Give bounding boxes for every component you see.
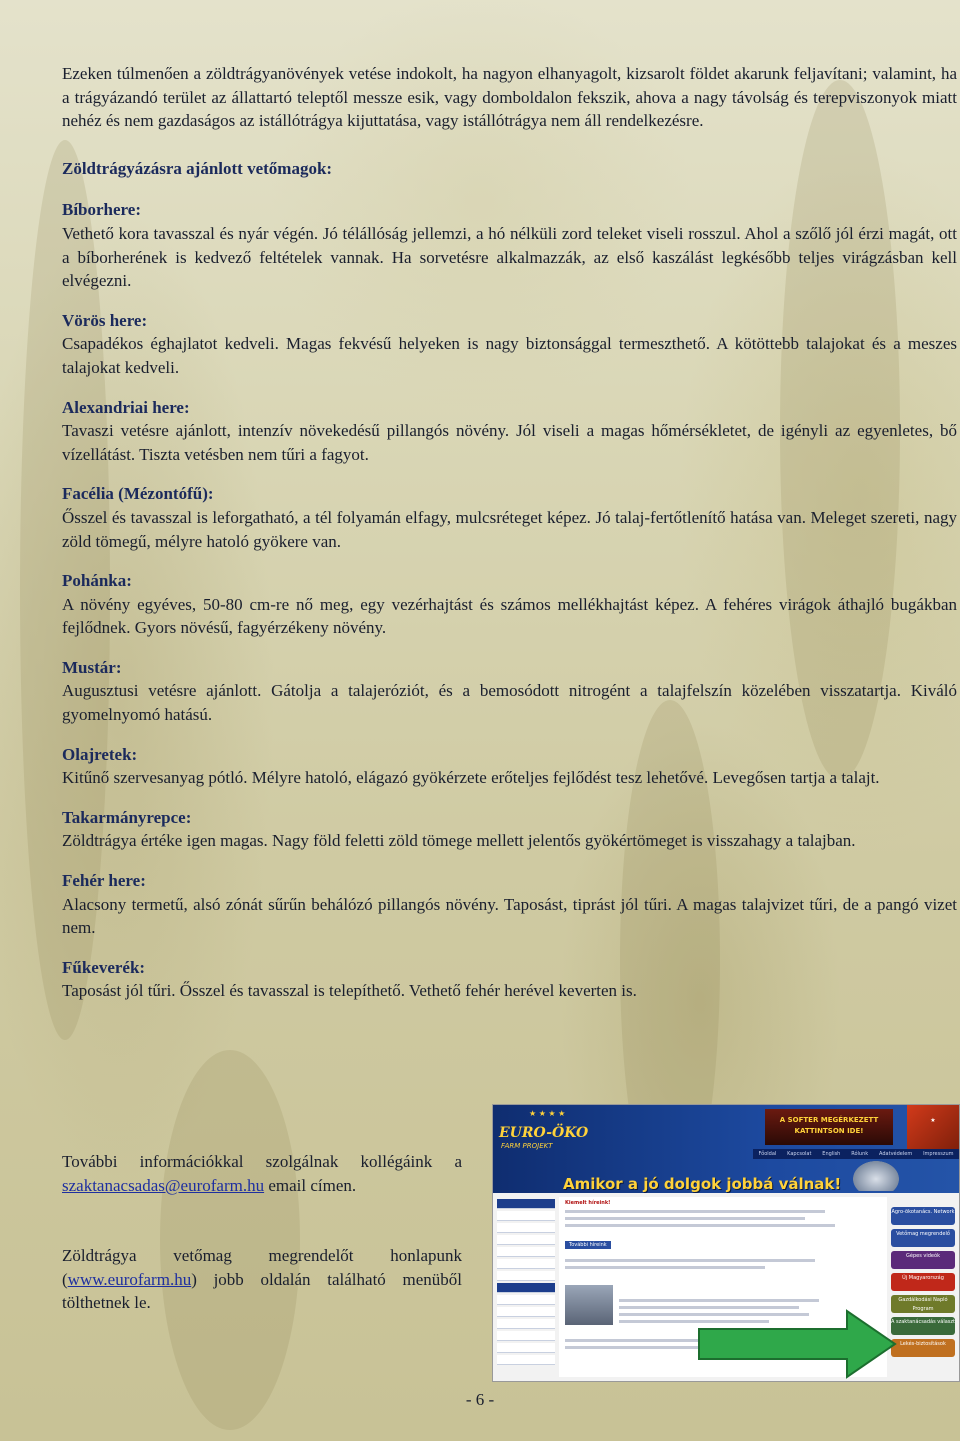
- menu-item[interactable]: Kapcsolat: [787, 1151, 812, 1157]
- right-button[interactable]: A szaktanácsadás választ: [891, 1317, 955, 1335]
- menu-item[interactable]: Főoldal: [758, 1151, 777, 1157]
- site-menu: [753, 1149, 959, 1159]
- section-text: Tavaszi vetésre ajánlott, intenzív növekedésű pillangós növény. Jól viseli a magas hőmérsékletet, de igényli az egyenletes, bő vízellátást. Tiszta vetésben nem tűri a fagyot.: [62, 421, 957, 464]
- nav-item[interactable]: [497, 1247, 555, 1257]
- document-body: [62, 62, 957, 1019]
- right-button[interactable]: Új Magyarország: [891, 1273, 955, 1291]
- section-heading: Takarmányrepce:: [62, 807, 192, 827]
- email-link[interactable]: szaktanacsadas@eurofarm.hu: [62, 1175, 265, 1195]
- section-heading: Olajretek:: [62, 744, 138, 764]
- order-info: [62, 1244, 462, 1315]
- order-prefix: Zöldtrágya vetőmag megrendelőt honlapunk (: [62, 1246, 462, 1289]
- section-heading: Mustár:: [62, 657, 122, 677]
- section-text: Taposást jól tűri. Ősszel és tavasszal is telepíthető. Vethető fehér herével keverten is.: [62, 981, 637, 1001]
- section-fukeverek: [62, 956, 957, 1003]
- section-mustar: [62, 656, 957, 727]
- menu-item[interactable]: Adatvédelem: [879, 1151, 913, 1157]
- contact-prefix: További információkkal szolgálnak kollégáink a: [62, 1152, 462, 1171]
- right-button[interactable]: Gépes videók: [891, 1251, 955, 1269]
- car-image: [853, 1161, 899, 1191]
- section-text: Csapadékos éghajlatot kedveli. Magas fekvésű helyeken is nagy biztonsággal termeszthető. A kötöttebb talajokat és a meszes talajokat kedveli.: [62, 334, 957, 377]
- section-text: A növény egyéves, 50-80 cm-re nő meg, egy vezérhajtást és számos mellékhajtást képez. A fehéres virágok áthajló bugákban fejlődnek. Gyors növésű, fagyérzékeny növény.: [62, 594, 957, 638]
- site-left-nav: [497, 1199, 555, 1367]
- nav-item[interactable]: [497, 1355, 555, 1365]
- section-alexandriai-here: [62, 396, 957, 467]
- section-heading: Fehér here:: [62, 871, 146, 891]
- website-screenshot: [492, 1104, 960, 1382]
- section-text: Zöldtrágya értéke igen magas. Nagy föld feletti zöld tömege mellett jelentős gyökértömeget is visszahagy a talajban.: [62, 831, 856, 851]
- section-feher-here: [62, 869, 957, 940]
- right-button[interactable]: Gazdálkodási Napló Program: [891, 1295, 955, 1313]
- right-button[interactable]: Lekés-biztosítások: [891, 1339, 955, 1357]
- nav-item[interactable]: [497, 1331, 555, 1341]
- right-button[interactable]: Vetőmag megrendelő: [891, 1229, 955, 1247]
- nav-item[interactable]: [497, 1283, 555, 1293]
- section-text: Augusztusi vetésre ajánlott. Gátolja a talajeróziót, és a bemosódott nitrogént a talajfelszín közelében visszatartja. Kiváló gyomelnyomó hatású.: [62, 681, 957, 725]
- main-heading: Zöldtrágyázásra ajánlott vetőmagok:: [62, 158, 333, 178]
- section-pohanka: [62, 569, 957, 640]
- eu-stars-icon: ★ ★ ★ ★: [529, 1109, 566, 1118]
- section-takarmanyrepce: [62, 806, 957, 853]
- section-heading: Fűkeverék:: [62, 957, 146, 977]
- site-header: [493, 1105, 959, 1193]
- news-title: Kiemelt híreink!: [565, 1200, 611, 1206]
- corner-badge: ★: [907, 1105, 959, 1155]
- promo-banner[interactable]: A SOFTER MEGÉRKEZETT KATTINTSON IDE!: [765, 1109, 893, 1145]
- background-grain-stalk: [160, 1050, 300, 1430]
- site-logo: EURO-ÖKO: [499, 1125, 589, 1141]
- nav-item[interactable]: [497, 1259, 555, 1269]
- section-text: Alacsony termetű, alsó zónát sűrűn behálózó pillangós növény. Taposást, tiprást jól tűri. A magas talajvizet tűri, de a pangó vizet nem.: [62, 894, 957, 938]
- section-biborhere: [62, 198, 957, 292]
- contact-info: [62, 1150, 462, 1197]
- menu-item[interactable]: English: [822, 1151, 841, 1157]
- contact-suffix: email címen.: [268, 1175, 357, 1195]
- section-heading: Pohánka:: [62, 571, 132, 591]
- nav-item[interactable]: [497, 1199, 555, 1209]
- section-facelia: [62, 482, 957, 553]
- site-logo-subtitle: FARM PROJEKT: [501, 1142, 553, 1150]
- section-text: Ősszel és tavasszal is leforgatható, a tél folyamán elfagy, mulcsréteget képez. Jó talaj-fertőtlenítő hatása van. Meleget szereti, nagy zöld tömegű, mélyre hatoló gyökere van.: [62, 507, 957, 551]
- section-text: Vethető kora tavasszal és nyár végén. Jó télállóság jellemzi, a hó nélküli zord teleket viseli rosszul. Ahol a szőlő jól érzi magát, ott a bíborherének is kedvező feltételek vannak. Ha sorvetésre alkalmazzák, az első kaszálást legkésőbb teljes virágzásban kell elvégezni.: [62, 223, 957, 291]
- menu-item[interactable]: Rólunk: [851, 1151, 869, 1157]
- nav-item[interactable]: [497, 1223, 555, 1233]
- section-olajretek: [62, 743, 957, 790]
- nav-item[interactable]: [497, 1343, 555, 1353]
- site-body: [493, 1193, 959, 1381]
- section-heading: Bíborhere:: [62, 200, 142, 220]
- section-text: Kitűnő szervesanyag pótló. Mélyre hatoló, elágazó gyökérzete erőteljes fejlődést tesz lehetővé. Levegősen tartja a talajt.: [62, 768, 880, 788]
- more-news-button[interactable]: További híreink: [565, 1241, 611, 1249]
- section-voros-here: [62, 309, 957, 380]
- website-link[interactable]: www.eurofarm.hu: [67, 1269, 192, 1289]
- nav-item[interactable]: [497, 1319, 555, 1329]
- site-slogan: Amikor a jó dolgok jobbá válnak!: [563, 1175, 842, 1193]
- nav-item[interactable]: [497, 1295, 555, 1305]
- nav-item[interactable]: [497, 1271, 555, 1281]
- site-right-column: [891, 1197, 955, 1361]
- green-arrow-icon: [697, 1309, 897, 1379]
- section-heading: Alexandriai here:: [62, 397, 190, 417]
- menu-item[interactable]: Impresszum: [923, 1151, 954, 1157]
- page-number: - 6 -: [465, 1390, 495, 1409]
- order-suffix: ) jobb oldalán található menüből tölthetnek le.: [62, 1269, 462, 1313]
- news-thumbnail: [565, 1285, 613, 1325]
- nav-item[interactable]: [497, 1307, 555, 1317]
- section-heading: Facélia (Mézontófű):: [62, 484, 214, 504]
- right-button[interactable]: Agro-ökotanács. Network: [891, 1207, 955, 1225]
- section-heading: Vörös here:: [62, 310, 148, 330]
- intro-paragraph: Ezeken túlmenően a zöldtrágyanövények vetése indokolt, ha nagyon elhanyagolt, kizsarolt földet akarunk feljavítani; valamint, ha a trágyázandó terület az állattartó teleptől messze esik, vagy domboldalon fekszik, ahova a nagy távolság és terepviszonyok miatt nehéz és nem gazdaságos az istállótrágya kijuttatása, vagy istállótrágya nem áll rendelkezésre.: [62, 64, 957, 131]
- nav-item[interactable]: [497, 1211, 555, 1221]
- nav-item[interactable]: [497, 1235, 555, 1245]
